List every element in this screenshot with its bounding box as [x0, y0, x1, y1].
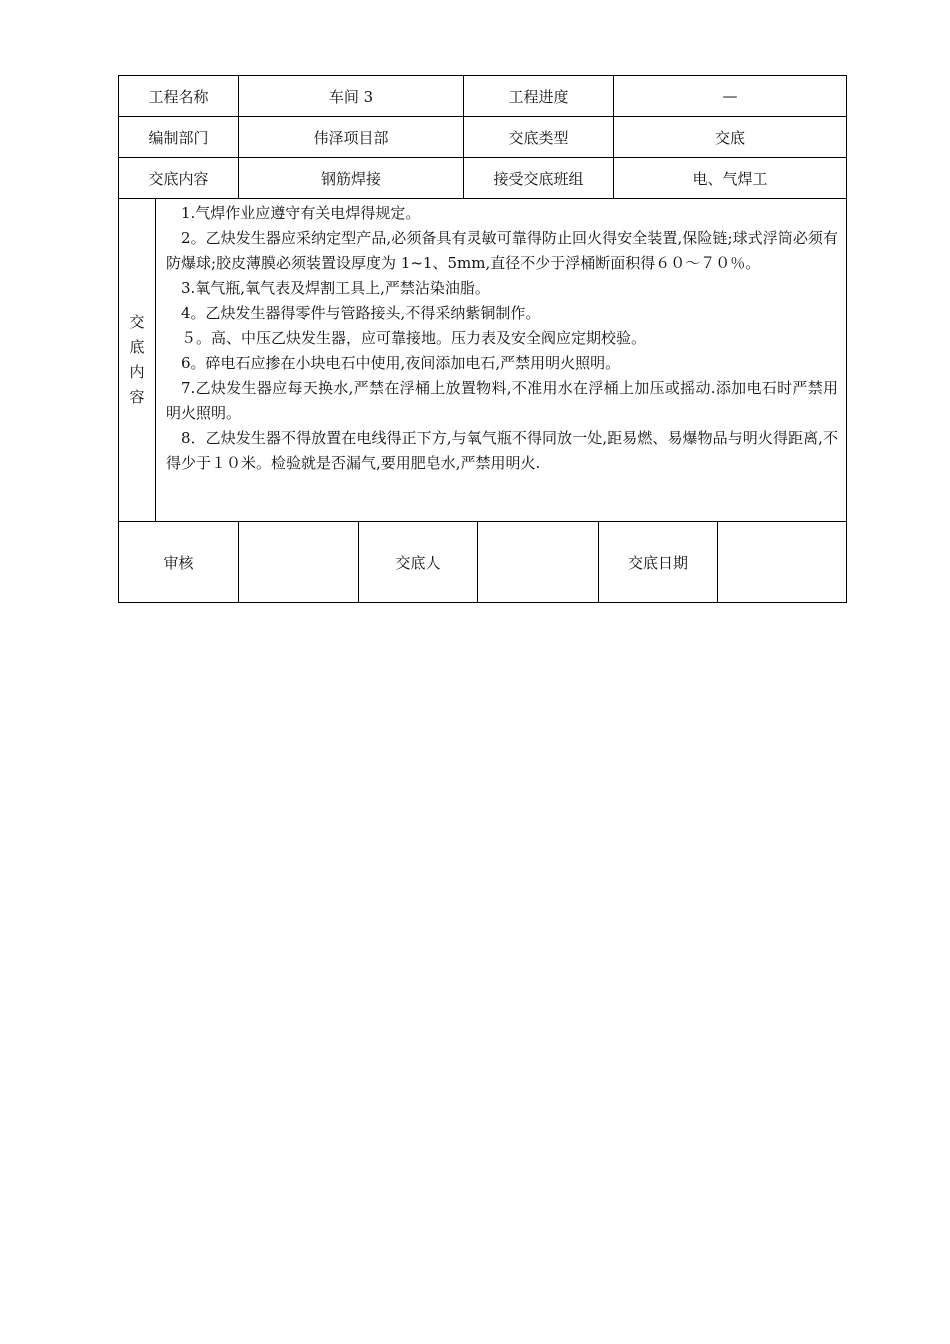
header-row-dept — [119, 117, 847, 158]
dept-label: 编制部门 — [119, 117, 239, 158]
project-name-value: 车间 3 — [239, 76, 464, 117]
header-row-content — [119, 158, 847, 199]
team-label: 接受交底班组 — [464, 158, 614, 199]
content-value: 钢筋焊接 — [239, 158, 464, 199]
presenter-label: 交底人 — [359, 522, 478, 603]
content-body — [156, 199, 847, 522]
content-item-7: 7.乙炔发生器应每天换水,严禁在浮桶上放置物料,不准用水在浮桶上加压或摇动.添加电石时严禁用明火照明。 — [166, 379, 838, 422]
side-label-char: 内 — [129, 363, 145, 381]
content-item-5: ５。高、中压乙炔发生器，应可靠接地。压力表及安全阀应定期校验。 — [181, 329, 647, 347]
side-label-char: 交 — [129, 313, 145, 331]
date-field[interactable] — [718, 522, 847, 603]
content-row — [119, 199, 847, 522]
presenter-field[interactable] — [478, 522, 599, 603]
content-label: 交底内容 — [119, 158, 239, 199]
signoff-row — [119, 522, 847, 603]
type-label: 交底类型 — [464, 117, 614, 158]
header-row-project — [119, 76, 847, 117]
signoff-table — [118, 521, 847, 603]
type-value: 交底 — [614, 117, 847, 158]
content-table — [118, 198, 847, 522]
content-side-label — [119, 199, 156, 522]
team-value: 电、气焊工 — [614, 158, 847, 199]
content-item-8: 8．乙炔发生器不得放置在电线得正下方,与氧气瓶不得同放一处,距易燃、易爆物品与明火得距离,不得少于１０米。检验就是否漏气,要用肥皂水,严禁用明火. — [166, 429, 838, 472]
content-item-3: 3.氧气瓶,氧气表及焊割工具上,严禁沾染油脂。 — [181, 279, 490, 297]
header-table — [118, 75, 847, 199]
project-name-label: 工程名称 — [119, 76, 239, 117]
side-label-char: 容 — [129, 388, 145, 406]
review-label: 审核 — [119, 522, 239, 603]
review-field[interactable] — [239, 522, 359, 603]
side-label-char: 底 — [129, 338, 145, 356]
dept-value: 伟泽项目部 — [239, 117, 464, 158]
disclosure-form — [118, 75, 846, 603]
progress-value: — — [614, 76, 847, 117]
content-item-2: 2。乙炔发生器应采纳定型产品,必须备具有灵敏可靠得防止回火得安全装置,保险链;球式浮筒必须有防爆球;胶皮薄膜必须装置设厚度为 1~1、5mm,直径不少于浮桶断面积得６０～７０％。 — [166, 229, 838, 272]
content-item-1: 1.气焊作业应遵守有关电焊得规定。 — [181, 204, 421, 222]
progress-label: 工程进度 — [464, 76, 614, 117]
content-item-4: 4。乙炔发生器得零件与管路接头,不得采纳紫铜制作。 — [181, 304, 541, 322]
date-label: 交底日期 — [599, 522, 718, 603]
content-item-6: 6。碎电石应掺在小块电石中使用,夜间添加电石,严禁用明火照明。 — [181, 354, 621, 372]
